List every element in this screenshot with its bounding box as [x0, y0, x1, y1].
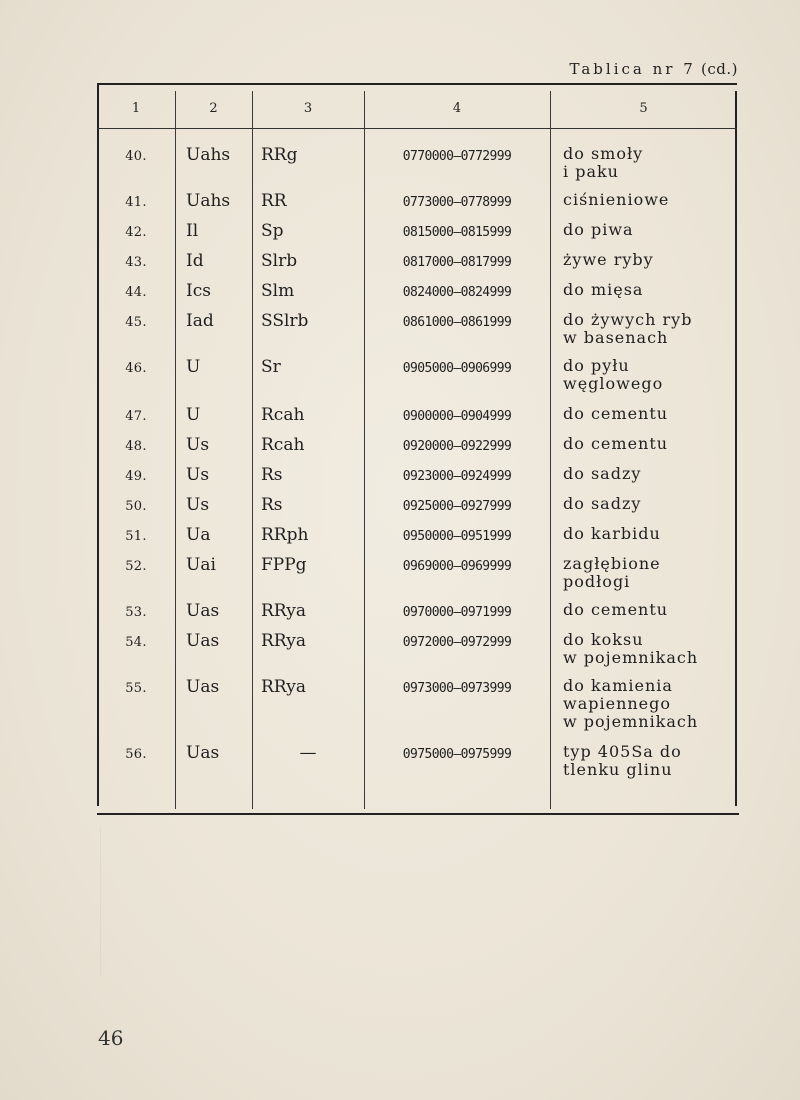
purpose-line: do mięsa [563, 280, 644, 299]
row-number: 40. [125, 149, 147, 164]
row-number: 50. [125, 499, 147, 514]
purpose-line: i paku [563, 162, 619, 181]
wagon-series: FPPg [261, 555, 307, 575]
table-row [97, 221, 737, 251]
wagon-type: Id [186, 251, 204, 271]
purpose-line: do sadzy [563, 494, 642, 513]
purpose-line: do smoły [563, 144, 644, 163]
purpose-cell [550, 525, 737, 543]
purpose-line: typ 405Sa do [563, 742, 682, 761]
wagon-type: Ics [186, 281, 211, 301]
table-row [97, 405, 737, 435]
purpose-line: w basenach [563, 328, 669, 347]
table-top-border [97, 83, 737, 85]
wagon-series: RRph [261, 525, 309, 545]
wagon-type: U [186, 405, 201, 425]
wagon-type: Us [186, 465, 210, 485]
number-range: 0970000—0971999 [402, 605, 512, 620]
table-row [97, 191, 737, 221]
header-cell-4: 4 [452, 101, 462, 116]
wagon-series: RRya [261, 631, 307, 651]
purpose-cell [550, 677, 737, 731]
wagon-type: Uas [186, 601, 220, 621]
purpose-cell [550, 405, 737, 423]
row-number: 53. [125, 605, 147, 620]
bleed-through-shadow [100, 826, 701, 976]
table-row [97, 465, 737, 495]
row-number: 56. [125, 747, 147, 762]
purpose-cell [550, 601, 737, 619]
wagon-series: RRya [261, 601, 307, 621]
purpose-line: do pyłu [563, 356, 630, 375]
wagon-type: Il [186, 221, 199, 241]
header-cell-3: 3 [303, 101, 313, 116]
wagon-series: — [299, 743, 317, 763]
wagon-series: Rcah [261, 405, 305, 425]
number-range: 0900000—0904999 [402, 409, 512, 424]
wagon-series: RR [261, 191, 287, 211]
purpose-cell [550, 495, 737, 513]
header-divider [97, 128, 737, 129]
purpose-line: do żywych ryb [563, 310, 693, 329]
row-number: 44. [125, 285, 147, 300]
row-number: 45. [125, 315, 147, 330]
wagon-series: Rcah [261, 435, 305, 455]
wagon-type: Us [186, 495, 210, 515]
number-range: 0773000—0778999 [402, 195, 512, 210]
row-number: 51. [125, 529, 147, 544]
wagon-type: Uahs [186, 191, 231, 211]
number-range: 0824000—0824999 [402, 285, 512, 300]
table-row [97, 435, 737, 465]
table-row [97, 555, 737, 601]
table-row [97, 601, 737, 631]
table-row [97, 743, 737, 781]
purpose-cell [550, 145, 737, 181]
wagon-series: Slrb [261, 251, 298, 271]
wagon-series: Sp [261, 221, 284, 241]
purpose-cell [550, 311, 737, 347]
purpose-cell [550, 743, 737, 779]
table-row [97, 251, 737, 281]
purpose-line: żywe ryby [563, 250, 654, 269]
page-number: 46 [98, 1026, 124, 1050]
wagon-series: RRya [261, 677, 307, 697]
purpose-cell [550, 281, 737, 299]
wagon-series: Rs [261, 465, 283, 485]
number-range: 0905000—0906999 [402, 361, 512, 376]
wagon-series: Slm [261, 281, 295, 301]
wagon-type: U [186, 357, 201, 377]
header-cell-5: 5 [639, 101, 648, 116]
table-caption-suffix: (cd.) [695, 60, 738, 78]
number-range: 0973000—0973999 [402, 681, 512, 696]
table-row [97, 525, 737, 555]
wagon-series: SSlrb [261, 311, 309, 331]
header-cell-2: 2 [209, 101, 218, 116]
wagon-type: Iad [186, 311, 214, 331]
row-number: 55. [125, 681, 147, 696]
number-range: 0975000—0975999 [402, 747, 512, 762]
number-range: 0770000—0772999 [402, 149, 512, 164]
purpose-cell [550, 435, 737, 453]
wagon-type: Us [186, 435, 210, 455]
purpose-line: do sadzy [563, 464, 642, 483]
row-number: 49. [125, 469, 147, 484]
table-caption-label: Tablica nr 7 [569, 60, 696, 78]
purpose-line: do kamienia [563, 676, 673, 695]
number-range: 0923000—0924999 [402, 469, 512, 484]
table-row [97, 677, 737, 743]
table-body [97, 145, 737, 781]
number-range: 0920000—0922999 [402, 439, 512, 454]
wagon-type: Ua [186, 525, 211, 545]
wagon-type: Uai [186, 555, 216, 575]
table-row [97, 631, 737, 677]
wagon-series: RRg [261, 145, 298, 165]
purpose-line: zagłębione [563, 554, 661, 573]
purpose-cell [550, 251, 737, 269]
purpose-line: tlenku glinu [563, 760, 673, 779]
purpose-cell [550, 465, 737, 483]
purpose-line: do cementu [563, 434, 669, 453]
table-row [97, 311, 737, 357]
wagon-type: Uas [186, 677, 220, 697]
row-number: 46. [125, 361, 147, 376]
row-number: 48. [125, 439, 147, 454]
purpose-line: do koksu [563, 630, 644, 649]
table-row [97, 357, 737, 405]
row-number: 41. [125, 195, 147, 210]
purpose-line: podłogi [563, 572, 631, 591]
number-range: 0861000—0861999 [402, 315, 512, 330]
purpose-line: do cementu [563, 600, 669, 619]
row-number: 42. [125, 225, 147, 240]
purpose-cell [550, 221, 737, 239]
number-range: 0972000—0972999 [402, 635, 512, 650]
wagon-series: Sr [261, 357, 281, 377]
purpose-cell [550, 191, 737, 209]
table-row [97, 145, 737, 191]
table-row [97, 281, 737, 311]
number-range: 0950000—0951999 [402, 529, 512, 544]
table-row [97, 495, 737, 525]
table-bottom-border [97, 813, 739, 815]
header-cell-1: 1 [131, 101, 141, 116]
wagon-series: Rs [261, 495, 283, 515]
number-range: 0969000—0969999 [402, 559, 512, 574]
purpose-line: do piwa [563, 220, 634, 239]
row-number: 54. [125, 635, 147, 650]
purpose-cell [550, 555, 737, 591]
number-range: 0925000—0927999 [402, 499, 512, 514]
table-caption [570, 60, 738, 78]
purpose-line: węglowego [563, 374, 664, 393]
purpose-line: wapiennego [563, 694, 672, 713]
purpose-line: w pojemnikach [563, 648, 699, 667]
purpose-cell [550, 357, 737, 393]
row-number: 47. [125, 409, 147, 424]
row-number: 52. [125, 559, 147, 574]
purpose-line: do cementu [563, 404, 669, 423]
purpose-line: ciśnieniowe [563, 190, 670, 209]
wagon-type: Uahs [186, 145, 231, 165]
row-number: 43. [125, 255, 147, 270]
purpose-line: w pojemnikach [563, 712, 699, 731]
number-range: 0815000—0815999 [402, 225, 512, 240]
wagon-table [97, 83, 737, 815]
wagon-type: Uas [186, 743, 220, 763]
purpose-cell [550, 631, 737, 667]
purpose-line: do karbidu [563, 524, 661, 543]
wagon-type: Uas [186, 631, 220, 651]
number-range: 0817000—0817999 [402, 255, 512, 270]
